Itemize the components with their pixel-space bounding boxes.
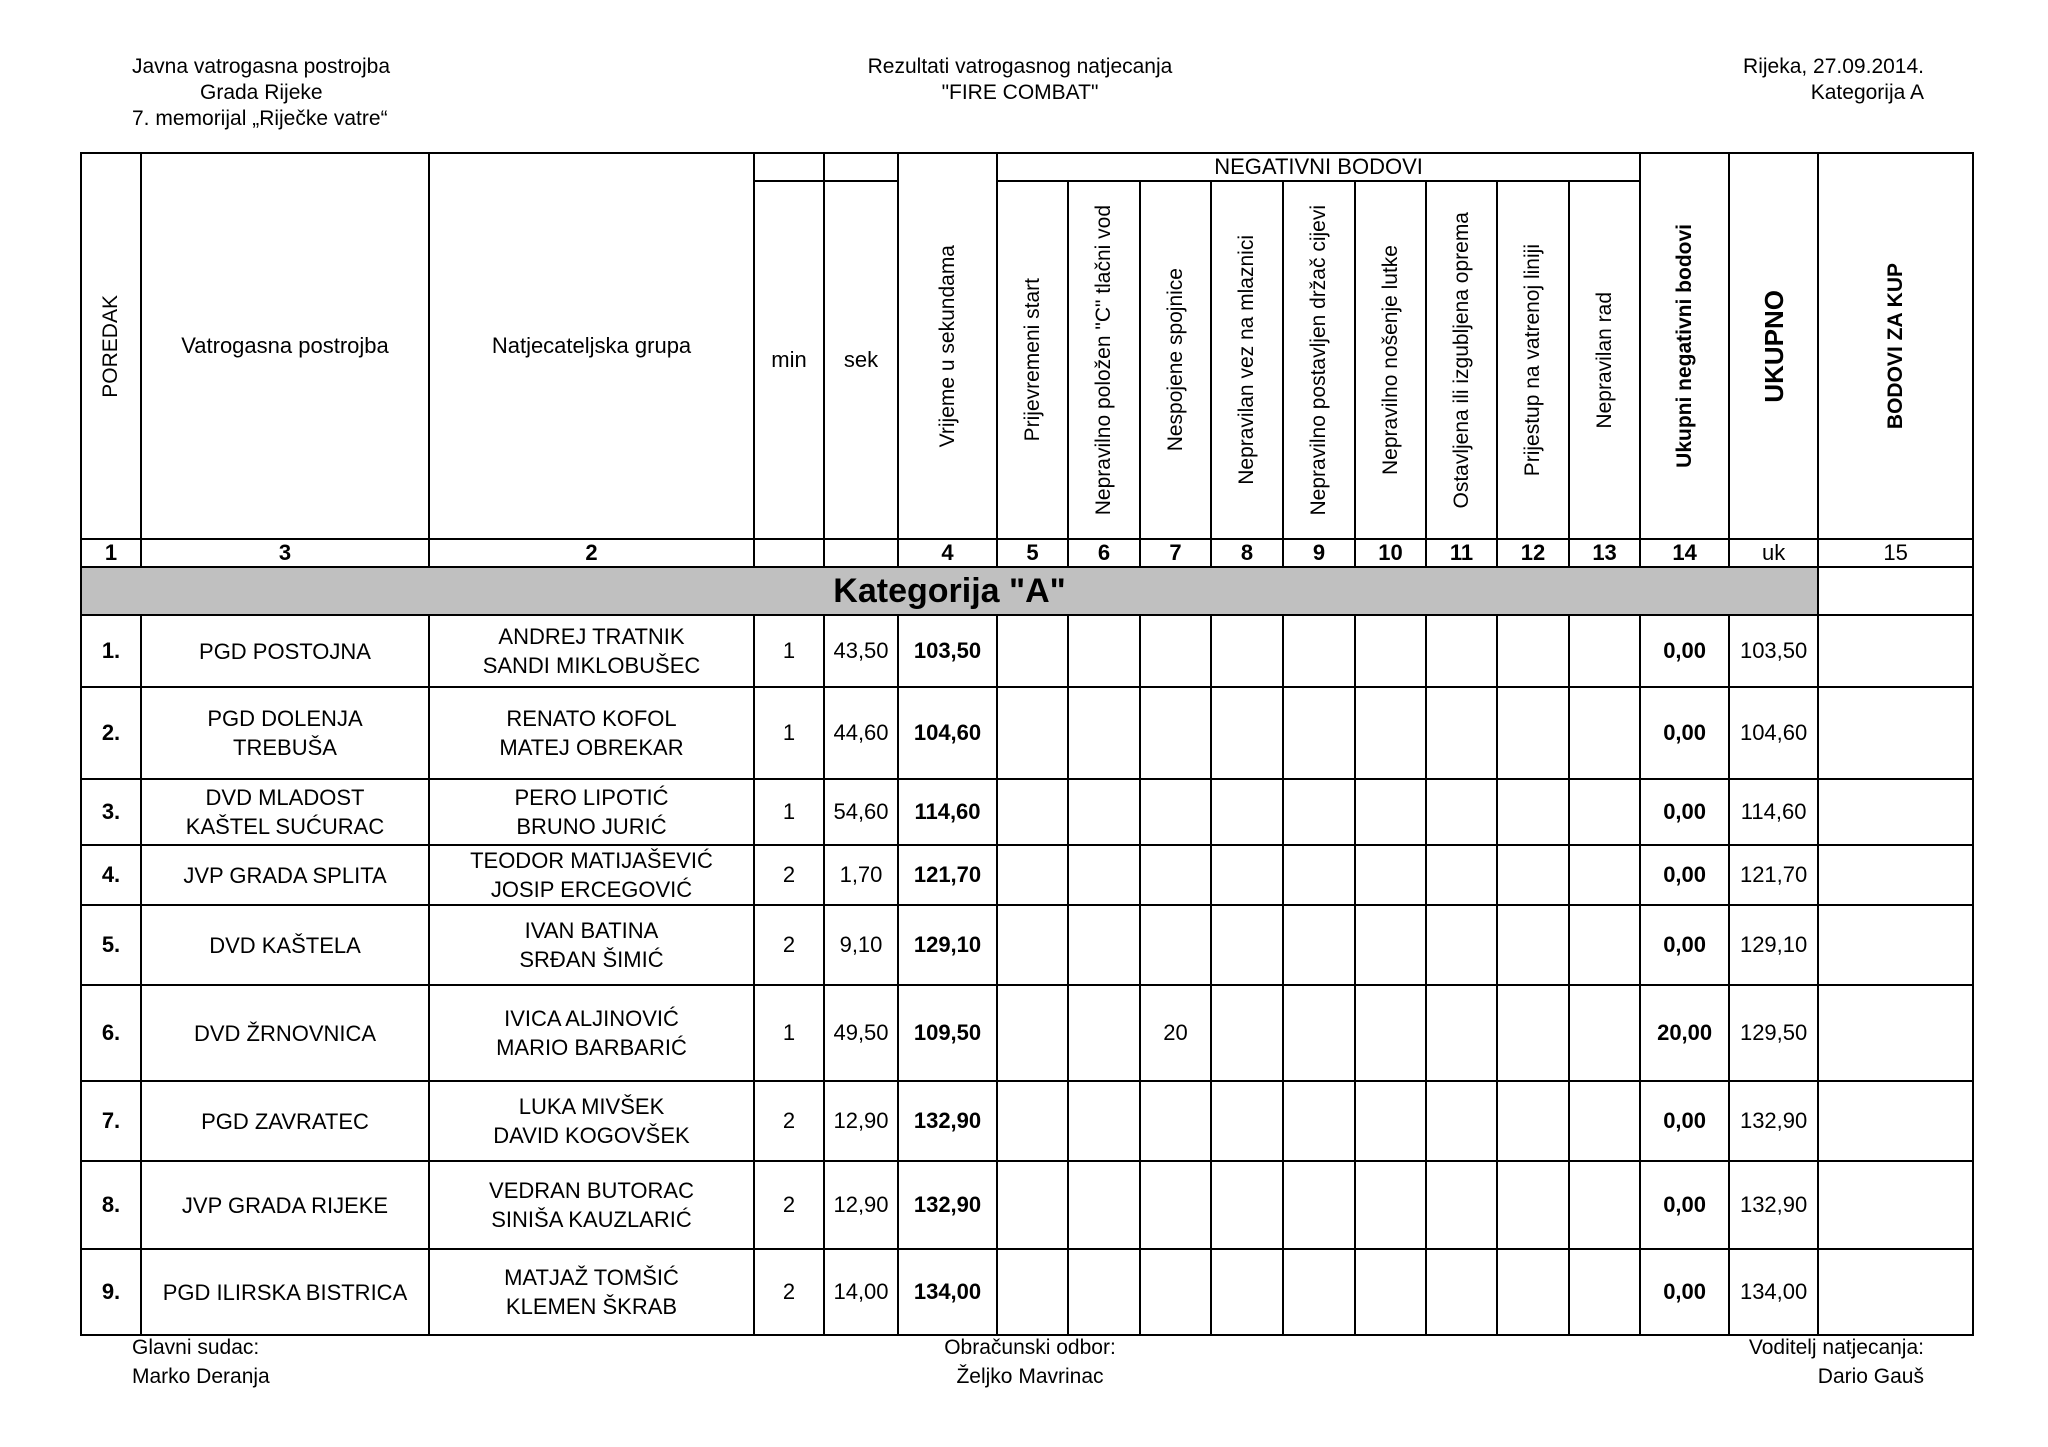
footer-left [132, 1333, 270, 1391]
negative-points-cell [1497, 615, 1569, 687]
sek-cell: 43,50 [824, 615, 898, 687]
negative-points-cell [1140, 615, 1211, 687]
team-cell [429, 1249, 754, 1335]
negative-points-cell [1569, 905, 1640, 985]
negative-points-cell [997, 905, 1068, 985]
team-cell-line: MATJAŽ TOMŠIĆ [504, 1265, 679, 1290]
negative-points-cell [1569, 779, 1640, 845]
total-cell: 121,70 [1729, 845, 1818, 905]
column-number: 4 [898, 539, 997, 567]
negative-points-cell [1426, 779, 1497, 845]
col-header-bodovi-kup: BODOVI ZA KUP [1818, 153, 1973, 539]
team-cell [429, 1081, 754, 1161]
negative-points-cell [1068, 905, 1140, 985]
column-number: 15 [1818, 539, 1973, 567]
sek-cell: 1,70 [824, 845, 898, 905]
sek-cell: 12,90 [824, 1081, 898, 1161]
cup-points-cell [1818, 687, 1973, 779]
col-header-ukupni-negativni: Ukupni negativni bodovi [1640, 153, 1729, 539]
negative-points-cell [1497, 779, 1569, 845]
team-cell [429, 687, 754, 779]
negative-points-cell [1355, 985, 1426, 1081]
negative-points-cell [997, 845, 1068, 905]
col-header-vrijeme: Vrijeme u sekundama [898, 153, 997, 539]
table-row [81, 615, 1973, 687]
sek-cell: 12,90 [824, 1161, 898, 1249]
column-number-row [81, 539, 1973, 567]
header-center [850, 54, 1190, 106]
fire-unit-cell-line: PGD ILIRSKA BISTRICA [162, 1279, 408, 1305]
negative-points-cell [997, 985, 1068, 1081]
negative-points-cell [997, 1081, 1068, 1161]
negative-points-cell [997, 615, 1068, 687]
team-cell [429, 985, 754, 1081]
negative-points-cell [1068, 845, 1140, 905]
time-seconds-cell: 132,90 [898, 1161, 997, 1249]
negative-points-cell [1211, 985, 1283, 1081]
category-label: Kategorija A [1810, 81, 1924, 104]
team-cell-line: SINIŠA KAUZLARIĆ [491, 1207, 692, 1232]
negative-points-cell [1211, 687, 1283, 779]
negative-points-cell [1497, 905, 1569, 985]
table-row [81, 1161, 1973, 1249]
negative-points-cell [1068, 985, 1140, 1081]
negative-points-cell [1497, 1249, 1569, 1335]
column-number: 2 [429, 539, 754, 567]
column-number [824, 539, 898, 567]
cup-points-cell [1818, 845, 1973, 905]
fire-unit-cell-line: PGD POSTOJNA [199, 638, 371, 664]
team-cell-line: BRUNO JURIĆ [516, 814, 667, 839]
negative-points-cell [1355, 845, 1426, 905]
negative-points-cell [1211, 1081, 1283, 1161]
fire-unit-cell [141, 687, 429, 779]
rank-cell: 3. [81, 779, 141, 845]
time-seconds-cell: 109,50 [898, 985, 997, 1081]
column-number: 14 [1640, 539, 1729, 567]
col-header-ukupno: UKUPNO [1729, 153, 1818, 539]
competition-leader-label: Voditelj natjecanja: [1748, 1336, 1924, 1359]
fire-unit-cell [141, 845, 429, 905]
col-header-neg-3: Nespojene spojnice [1140, 181, 1211, 539]
scoring-committee-label: Obračunski odbor: [944, 1336, 1116, 1359]
time-seconds-cell: 114,60 [898, 779, 997, 845]
column-number: 6 [1068, 539, 1140, 567]
negative-points-cell [1426, 985, 1497, 1081]
rank-cell: 1. [81, 615, 141, 687]
negative-points-cell [1068, 1249, 1140, 1335]
team-cell-line: VEDRAN BUTORAC [489, 1178, 694, 1203]
chief-judge-name: Marko Deranja [132, 1365, 270, 1388]
negative-points-cell [1283, 1081, 1355, 1161]
negative-points-cell [1283, 905, 1355, 985]
negative-points-cell [1140, 687, 1211, 779]
negative-points-cell [1426, 845, 1497, 905]
negative-points-cell [1355, 1161, 1426, 1249]
col-header-min: min [754, 181, 824, 539]
total-negative-cell: 0,00 [1640, 779, 1729, 845]
negative-points-cell [1140, 779, 1211, 845]
negative-points-cell [1355, 1081, 1426, 1161]
negative-points-cell [1426, 1081, 1497, 1161]
fire-unit-cell-line: JVP GRADA SPLITA [183, 862, 387, 888]
footer-center [880, 1333, 1180, 1391]
column-number: 3 [141, 539, 429, 567]
sek-cell: 44,60 [824, 687, 898, 779]
negative-points-cell [1569, 845, 1640, 905]
negative-points-cell [1426, 615, 1497, 687]
min-cell: 2 [754, 1249, 824, 1335]
rank-cell: 5. [81, 905, 141, 985]
rank-cell: 2. [81, 687, 141, 779]
fire-unit-cell-line: KAŠTEL SUĆURAC [185, 814, 385, 839]
negative-points-cell [1426, 1161, 1497, 1249]
cup-points-cell [1818, 1081, 1973, 1161]
total-negative-cell: 20,00 [1640, 985, 1729, 1081]
category-title: Kategorija "A" [81, 567, 1818, 615]
total-negative-cell: 0,00 [1640, 905, 1729, 985]
min-cell: 1 [754, 985, 824, 1081]
negative-points-cell [1426, 1249, 1497, 1335]
negative-points-cell [1211, 845, 1283, 905]
fire-unit-cell [141, 779, 429, 845]
time-seconds-cell: 103,50 [898, 615, 997, 687]
team-cell-line: PERO LIPOTIĆ [514, 785, 669, 810]
total-negative-cell: 0,00 [1640, 1161, 1729, 1249]
column-number: 5 [997, 539, 1068, 567]
time-seconds-cell: 134,00 [898, 1249, 997, 1335]
team-cell [429, 845, 754, 905]
total-cell: 129,10 [1729, 905, 1818, 985]
time-seconds-cell: 129,10 [898, 905, 997, 985]
negative-points-cell [1140, 905, 1211, 985]
team-cell-line: LUKA MIVŠEK [518, 1094, 665, 1119]
negative-points-cell [1283, 779, 1355, 845]
cup-points-cell [1818, 1161, 1973, 1249]
column-number: 8 [1211, 539, 1283, 567]
cup-points-cell [1818, 615, 1973, 687]
negative-points-cell [1569, 985, 1640, 1081]
team-cell-line: JOSIP ERCEGOVIĆ [490, 877, 693, 902]
col-header-neg-2: Nepravilno položen "C" tlačni vod [1068, 181, 1140, 539]
team-cell-line: IVICA ALJINOVIĆ [504, 1006, 679, 1031]
table-row [81, 1081, 1973, 1161]
min-cell: 1 [754, 615, 824, 687]
fire-unit-cell [141, 1161, 429, 1249]
rank-cell: 6. [81, 985, 141, 1081]
rank-cell: 9. [81, 1249, 141, 1335]
col-header-neg-6: Nepravilno nošenje lutke [1355, 181, 1426, 539]
negative-points-cell [1140, 1081, 1211, 1161]
total-cell: 132,90 [1729, 1081, 1818, 1161]
col-header-negativni-bodovi: NEGATIVNI BODOVI [997, 153, 1640, 181]
category-row-empty [1818, 567, 1973, 615]
fire-unit-cell [141, 1249, 429, 1335]
fire-unit-cell-line: DVD KAŠTELA [209, 932, 361, 958]
fire-unit-cell-line: PGD ZAVRATEC [201, 1108, 369, 1134]
negative-points-cell [997, 779, 1068, 845]
competition-name: "FIRE COMBAT" [941, 81, 1099, 104]
column-number: 11 [1426, 539, 1497, 567]
min-cell: 2 [754, 1081, 824, 1161]
fire-unit-cell-line: JVP GRADA RIJEKE [181, 1192, 389, 1218]
total-negative-cell: 0,00 [1640, 845, 1729, 905]
negative-points-cell [1426, 905, 1497, 985]
negative-points-cell [1569, 1081, 1640, 1161]
negative-points-cell [1355, 779, 1426, 845]
negative-points-cell [1569, 687, 1640, 779]
fire-unit-cell [141, 615, 429, 687]
negative-points-cell [1068, 687, 1140, 779]
negative-points-cell [1569, 1161, 1640, 1249]
date-place: Rijeka, 27.09.2014. [1743, 55, 1924, 78]
col-header-sek-top [824, 153, 898, 181]
negative-points-cell [997, 687, 1068, 779]
team-cell [429, 615, 754, 687]
negative-points-cell [1497, 1081, 1569, 1161]
min-cell: 2 [754, 905, 824, 985]
scoring-committee-name: Željko Mavrinac [956, 1365, 1104, 1388]
fire-unit-cell [141, 985, 429, 1081]
col-header-neg-5: Nepravilno postavljen držač cijevi [1283, 181, 1355, 539]
negative-points-cell [1140, 845, 1211, 905]
col-header-neg-1: Prijevremeni start [997, 181, 1068, 539]
total-negative-cell: 0,00 [1640, 1249, 1729, 1335]
column-number: 7 [1140, 539, 1211, 567]
fire-unit-cell-line: PGD DOLENJA [207, 706, 363, 731]
header-right [1600, 54, 1924, 106]
results-table [80, 152, 1974, 1336]
negative-points-cell [1068, 1081, 1140, 1161]
rank-cell: 7. [81, 1081, 141, 1161]
team-cell [429, 905, 754, 985]
column-number: 10 [1355, 539, 1426, 567]
sek-cell: 49,50 [824, 985, 898, 1081]
col-header-postrojba: Vatrogasna postrojba [141, 153, 429, 539]
rank-cell: 8. [81, 1161, 141, 1249]
negative-points-cell [1068, 1161, 1140, 1249]
negative-points-cell [1497, 1161, 1569, 1249]
chief-judge-label: Glavni sudac: [132, 1336, 260, 1359]
negative-points-cell [1211, 779, 1283, 845]
min-cell: 1 [754, 687, 824, 779]
table-row [81, 1249, 1973, 1335]
negative-points-cell [1497, 845, 1569, 905]
event-name: 7. memorijal „Riječke vatre“ [132, 107, 388, 130]
negative-points-cell [1140, 1161, 1211, 1249]
team-cell-line: SRĐAN ŠIMIĆ [519, 947, 664, 972]
team-cell-line: DAVID KOGOVŠEK [493, 1123, 690, 1148]
col-header-poredak: POREDAK [81, 153, 141, 539]
sek-cell: 54,60 [824, 779, 898, 845]
total-cell: 104,60 [1729, 687, 1818, 779]
table-row [81, 845, 1973, 905]
category-row [81, 567, 1973, 615]
negative-points-cell [1355, 687, 1426, 779]
negative-points-cell [1497, 985, 1569, 1081]
negative-points-cell [1211, 615, 1283, 687]
col-header-neg-9: Nepravilan rad [1569, 181, 1640, 539]
cup-points-cell [1818, 905, 1973, 985]
negative-points-cell [1569, 615, 1640, 687]
total-cell: 103,50 [1729, 615, 1818, 687]
time-seconds-cell: 132,90 [898, 1081, 997, 1161]
team-cell-line: MARIO BARBARIĆ [496, 1035, 687, 1060]
team-cell-line: KLEMEN ŠKRAB [505, 1294, 678, 1319]
column-number: 9 [1283, 539, 1355, 567]
column-number: 13 [1569, 539, 1640, 567]
column-number: uk [1729, 539, 1818, 567]
col-header-neg-7: Ostavljena ili izgubljena oprema [1426, 181, 1497, 539]
team-cell [429, 779, 754, 845]
negative-points-cell [1283, 1249, 1355, 1335]
team-cell-line: MATEJ OBREKAR [499, 735, 684, 760]
sek-cell: 14,00 [824, 1249, 898, 1335]
total-negative-cell: 0,00 [1640, 615, 1729, 687]
cup-points-cell [1818, 779, 1973, 845]
negative-points-cell [1355, 1249, 1426, 1335]
cup-points-cell [1818, 985, 1973, 1081]
min-cell: 2 [754, 845, 824, 905]
time-seconds-cell: 104,60 [898, 687, 997, 779]
col-header-min-top [754, 153, 824, 181]
table-row [81, 985, 1973, 1081]
negative-points-cell [997, 1249, 1068, 1335]
total-cell: 114,60 [1729, 779, 1818, 845]
time-seconds-cell: 121,70 [898, 845, 997, 905]
table-row [81, 687, 1973, 779]
total-cell: 132,90 [1729, 1161, 1818, 1249]
column-number: 12 [1497, 539, 1569, 567]
organization-name: Javna vatrogasna postrojba [132, 55, 390, 78]
document-title: Rezultati vatrogasnog natjecanja [867, 55, 1173, 78]
total-cell: 134,00 [1729, 1249, 1818, 1335]
sek-cell: 9,10 [824, 905, 898, 985]
total-negative-cell: 0,00 [1640, 1081, 1729, 1161]
column-number [754, 539, 824, 567]
negative-points-cell [1068, 779, 1140, 845]
negative-points-cell [1140, 1249, 1211, 1335]
total-cell: 129,50 [1729, 985, 1818, 1081]
fire-unit-cell-line: TREBUŠA [233, 735, 337, 760]
negative-points-cell [1426, 687, 1497, 779]
negative-points-cell [997, 1161, 1068, 1249]
competition-leader-name: Dario Gauš [1817, 1365, 1924, 1388]
cup-points-cell [1818, 1249, 1973, 1335]
header-left [132, 54, 390, 132]
table-row [81, 779, 1973, 845]
organization-city: Grada Rijeke [200, 81, 323, 104]
negative-points-cell [1068, 615, 1140, 687]
negative-points-cell [1283, 687, 1355, 779]
negative-points-cell [1355, 615, 1426, 687]
min-cell: 1 [754, 779, 824, 845]
team-cell-line: SANDI MIKLOBUŠEC [482, 653, 701, 678]
team-cell-line: RENATO KOFOL [506, 706, 677, 731]
col-header-grupa: Natjecateljska grupa [429, 153, 754, 539]
team-cell [429, 1161, 754, 1249]
negative-points-cell [1283, 1161, 1355, 1249]
fire-unit-cell [141, 1081, 429, 1161]
table-row [81, 905, 1973, 985]
fire-unit-cell [141, 905, 429, 985]
col-header-neg-8: Prijestup na vatrenoj liniji [1497, 181, 1569, 539]
column-number: 1 [81, 539, 141, 567]
negative-points-cell [1211, 905, 1283, 985]
min-cell: 2 [754, 1161, 824, 1249]
rank-cell: 4. [81, 845, 141, 905]
negative-points-cell [1283, 845, 1355, 905]
fire-unit-cell-line: DVD MLADOST [205, 785, 365, 810]
team-cell-line: TEODOR MATIJAŠEVIĆ [470, 848, 713, 873]
negative-points-cell [1497, 687, 1569, 779]
negative-points-cell [1355, 905, 1426, 985]
negative-points-cell: 20 [1140, 985, 1211, 1081]
fire-unit-cell-line: DVD ŽRNOVNICA [193, 1020, 377, 1046]
negative-points-cell [1283, 985, 1355, 1081]
footer-right [1620, 1333, 1924, 1391]
team-cell-line: ANDREJ TRATNIK [498, 624, 685, 649]
col-header-neg-4: Nepravilan vez na mlaznici [1211, 181, 1283, 539]
team-cell-line: IVAN BATINA [524, 918, 659, 943]
negative-points-cell [1569, 1249, 1640, 1335]
negative-points-cell [1283, 615, 1355, 687]
col-header-sek: sek [824, 181, 898, 539]
total-negative-cell: 0,00 [1640, 687, 1729, 779]
negative-points-cell [1211, 1249, 1283, 1335]
negative-points-cell [1211, 1161, 1283, 1249]
